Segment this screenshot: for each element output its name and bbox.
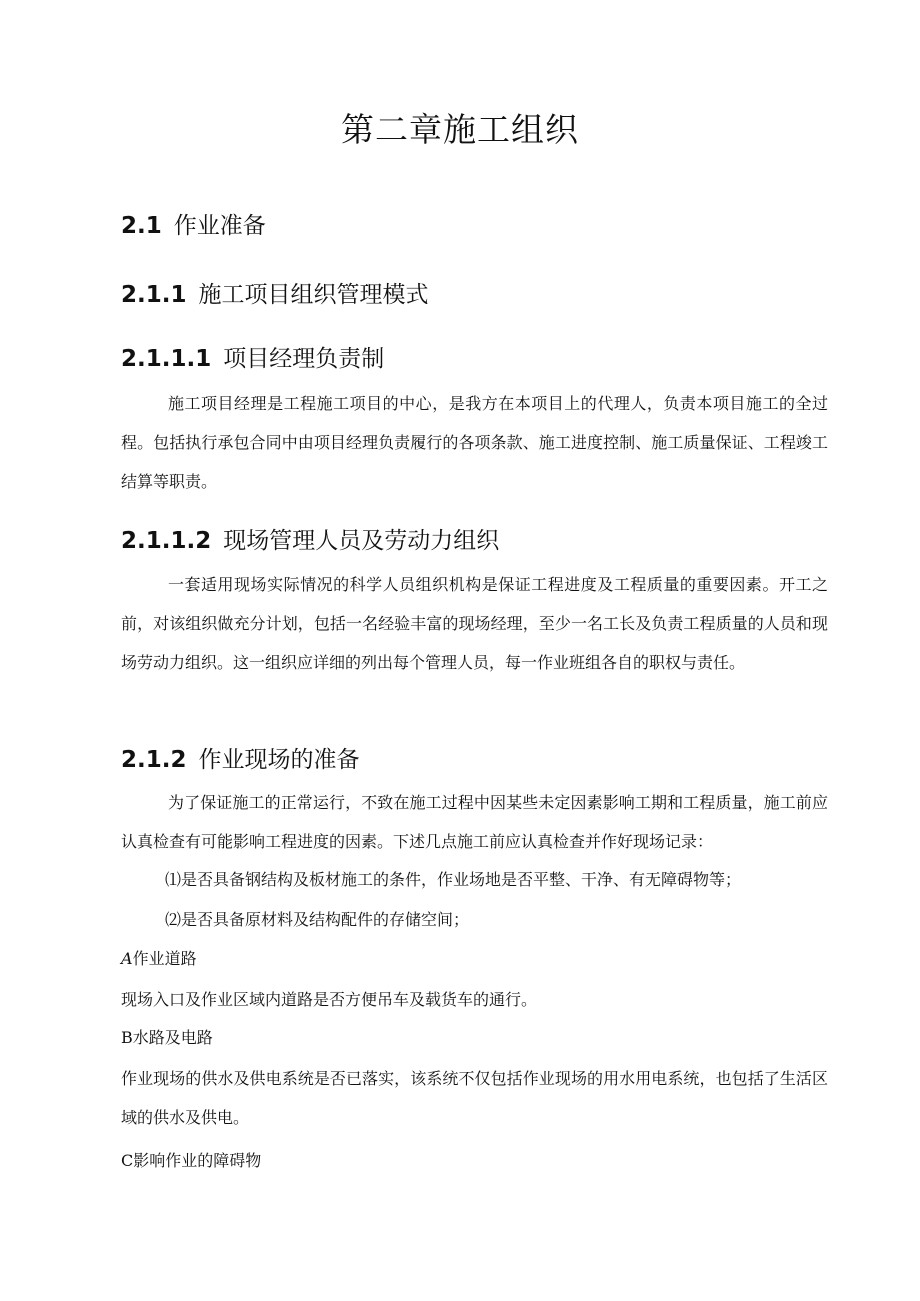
section-heading-2-1-1-1 <box>121 340 384 373</box>
section-heading-2-1-1 <box>121 276 429 309</box>
section-title: 施工项目组织管理模式 <box>198 282 429 308</box>
section-number: 2.1 <box>121 213 162 239</box>
section-number: 2.1.1.1 <box>121 346 212 372</box>
paragraph-site-preparation: 为了保证施工的正常运行，不致在施工过程中因某些未定因素影响工期和工程质量，施工前应认真检查有可能影响工程进度的因素。下述几点施工前应认真检查并作好现场记录： <box>121 793 828 851</box>
subheading-a <box>121 946 828 972</box>
section-heading-2-1 <box>121 207 266 240</box>
paragraph-a: 现场入口及作业区域内道路是否方便吊车及载货车的通行。 <box>121 990 538 1009</box>
subheading-marker: A <box>121 949 133 968</box>
subheading-title: 作业道路 <box>132 949 197 968</box>
section-number: 2.1.2 <box>121 747 187 773</box>
section-title: 项目经理负责制 <box>223 346 385 372</box>
paragraph-b: 作业现场的供水及供电系统是否已落实，该系统不仅包括作业现场的用水用电系统，也包括了生活区域的供水及供电。 <box>121 1069 828 1127</box>
subheading-b: B水路及电路 <box>121 1028 213 1047</box>
section-title: 作业现场的准备 <box>198 747 360 773</box>
section-heading-2-1-1-2 <box>121 522 499 555</box>
subheading-c: C影响作业的障碍物 <box>121 1151 262 1170</box>
list-item-1: ⑴是否具备钢结构及板材施工的条件，作业场地是否平整、干净、有无障碍物等； <box>165 870 742 889</box>
list-item-2: ⑵是否具备原材料及结构配件的存储空间； <box>165 910 470 929</box>
section-number: 2.1.1 <box>121 282 187 308</box>
paragraph-site-management: 一套适用现场实际情况的科学人员组织机构是保证工程进度及工程质量的重要因素。开工之前，对该组织做充分计划，包括一名经验丰富的现场经理，至少一名工长及负责工程质量的人员和现场劳动力组织。这一组织应详细的列出每个管理人员，每一作业班组各自的职权与责任。 <box>121 575 828 672</box>
section-heading-2-1-2 <box>121 741 360 774</box>
section-title: 作业准备 <box>173 213 266 239</box>
section-title: 现场管理人员及劳动力组织 <box>223 528 500 554</box>
chapter-title: 第二章施工组织 <box>341 110 579 149</box>
section-number: 2.1.1.2 <box>121 528 212 554</box>
paragraph-project-manager: 施工项目经理是工程施工项目的中心，是我方在本项目上的代理人，负责本项目施工的全过程。包括执行承包合同中由项目经理负责履行的各项条款、施工进度控制、施工质量保证、工程竣工结算等职责。 <box>121 394 828 491</box>
